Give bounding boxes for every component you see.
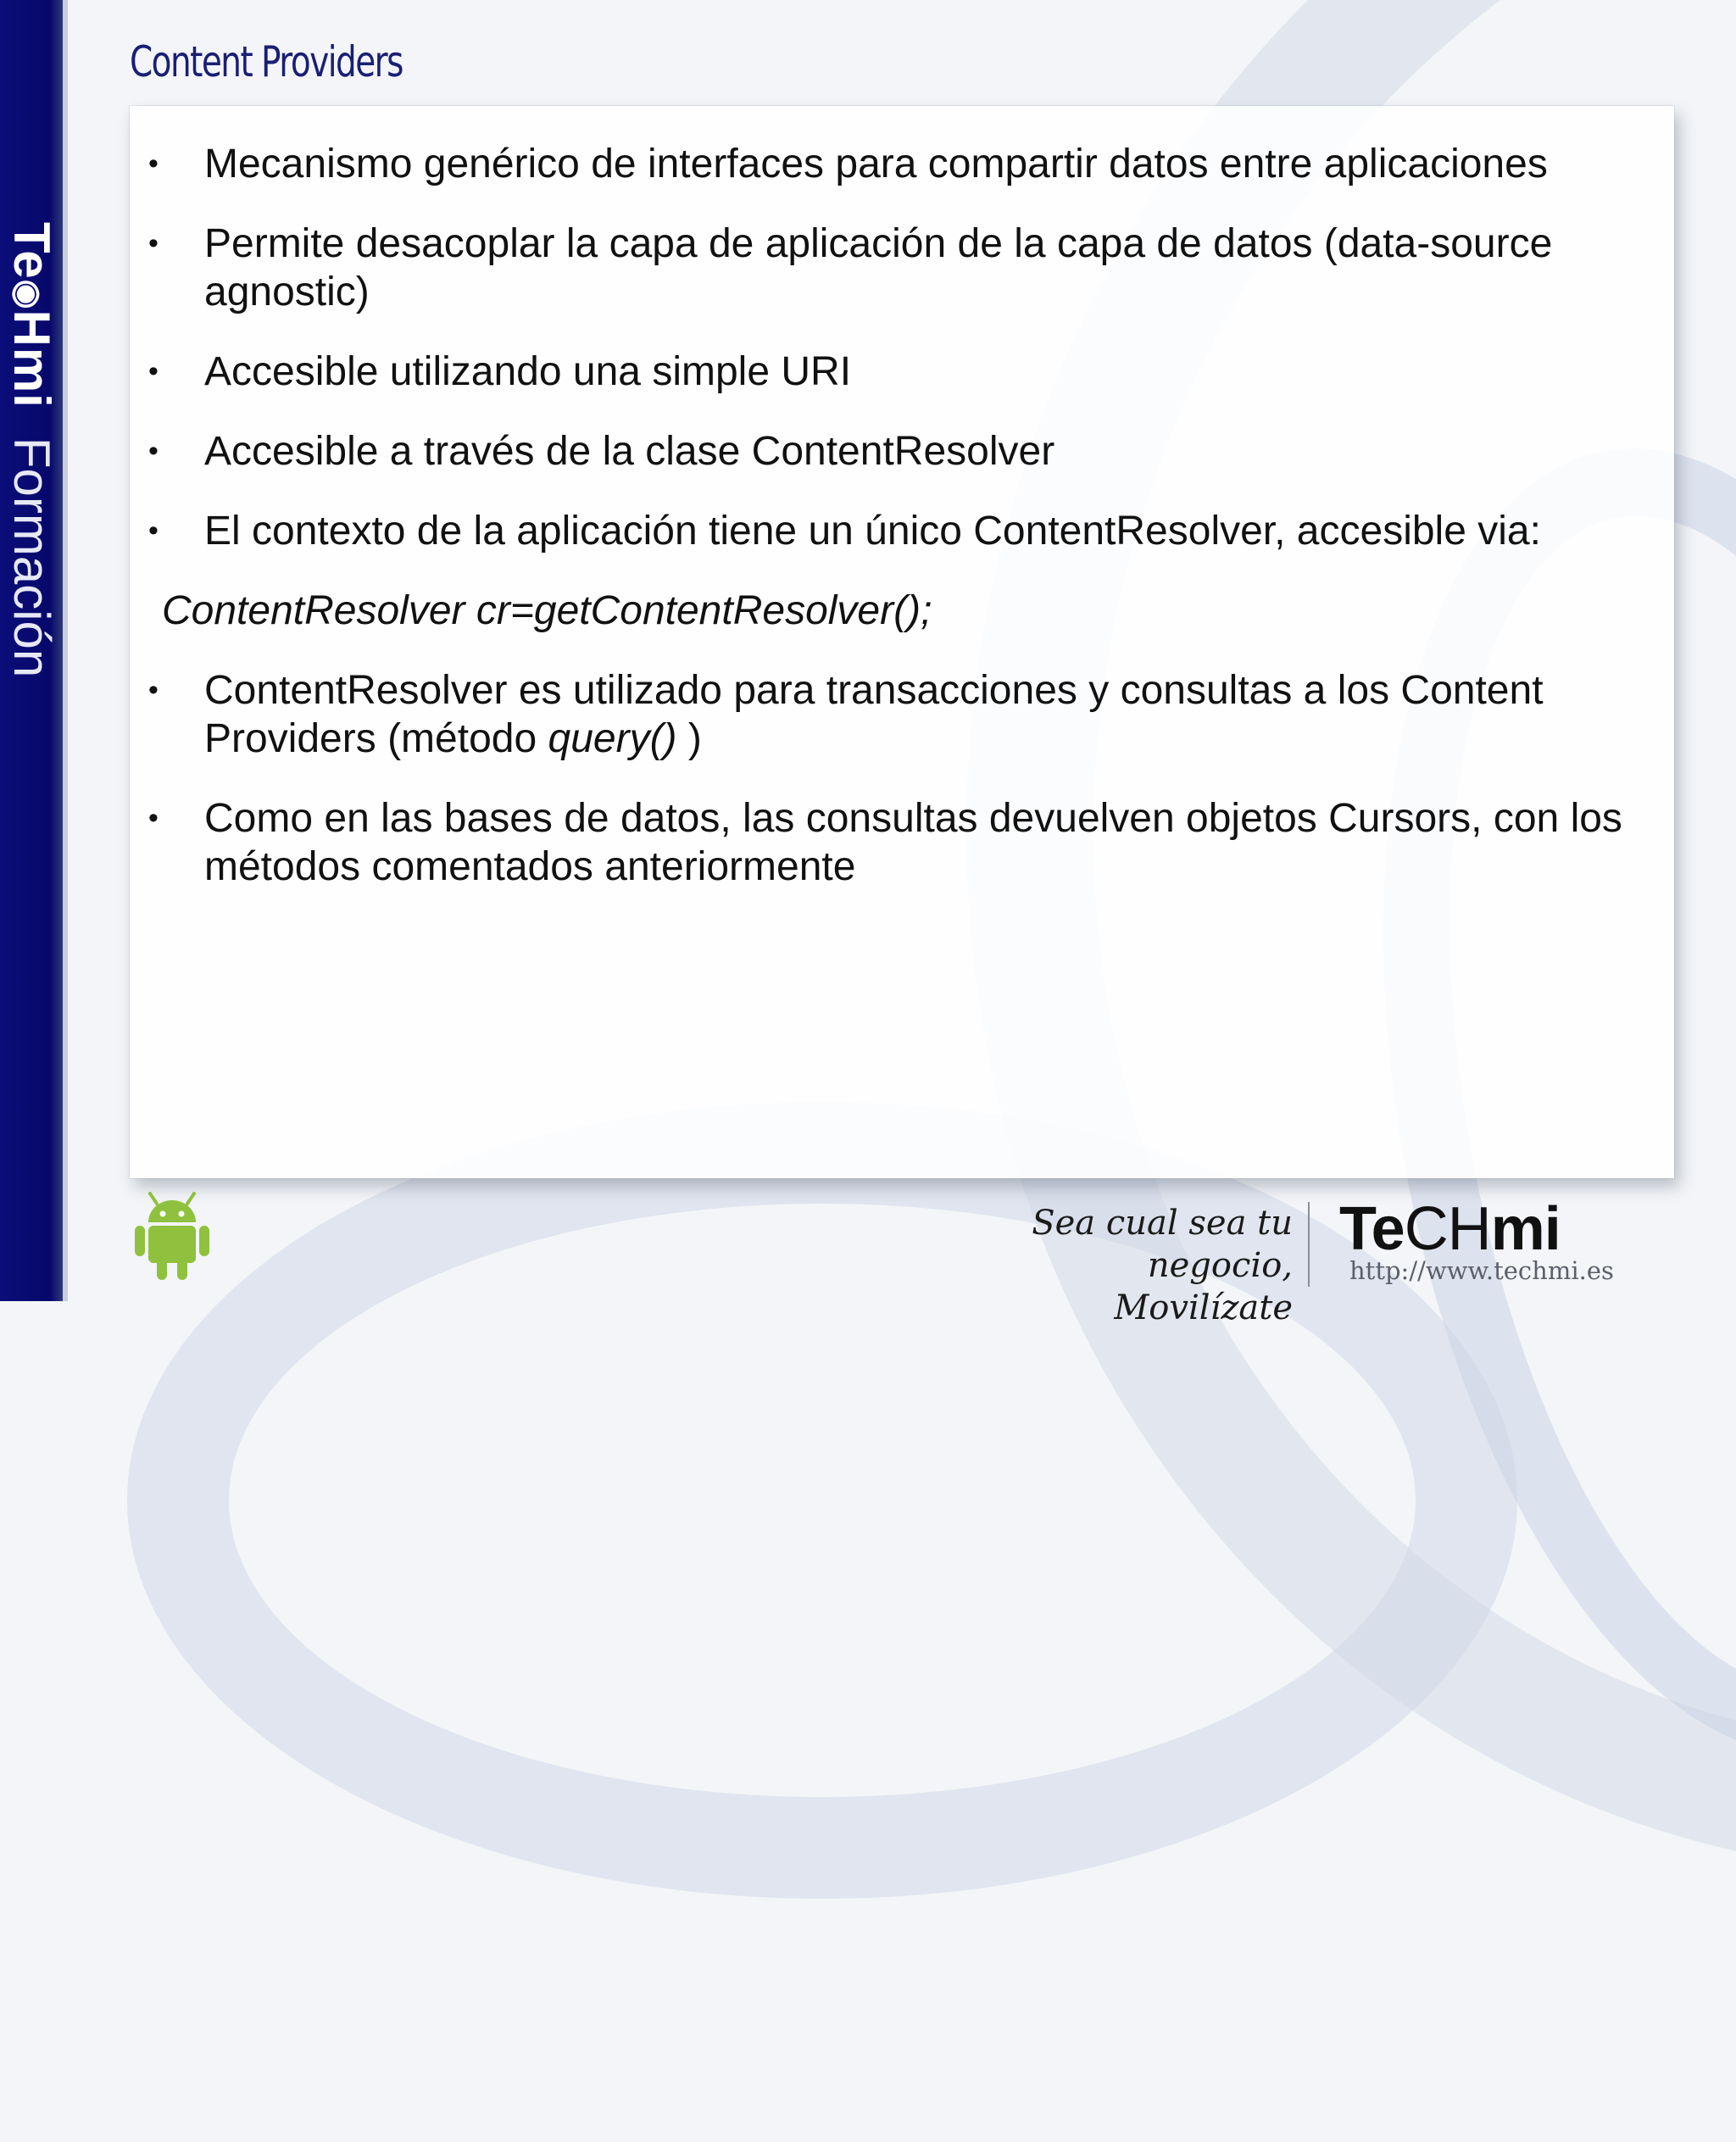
list-item	[130, 794, 1674, 891]
bullet-text: Mecanismo genérico de interfaces para compartir datos entre aplicaciones	[204, 142, 1548, 186]
sidebar-subtitle: Formación	[3, 437, 60, 678]
sidebar-brand-part1: Te	[3, 222, 60, 280]
list-item	[130, 140, 1674, 188]
android-icon	[131, 1188, 213, 1280]
footer-url: http://www.techmi.es	[1349, 1256, 1614, 1285]
footer-logo-part1: Te	[1339, 1195, 1405, 1263]
list-item	[130, 427, 1674, 476]
bullet-text: Accesible a través de la clase ContentResolver	[204, 429, 1055, 474]
bullet-icon: •	[148, 674, 159, 706]
sidebar-brand-text	[3, 222, 60, 678]
bullet-text: ContentResolver es utilizado para transacciones y consultas a los Content Providers (método	[204, 668, 1544, 761]
bullet-icon: •	[148, 227, 159, 259]
bullet-icon: •	[148, 435, 159, 467]
content-panel	[130, 106, 1674, 1178]
bullet-emphasis: query()	[548, 716, 677, 761]
list-item	[130, 666, 1674, 763]
slogan-line1: Sea cual sea tu negocio,	[1032, 1204, 1293, 1285]
bullet-text: Accesible utilizando una simple URI	[204, 349, 852, 394]
code-line: ContentResolver cr=getContentResolver();	[162, 588, 932, 633]
footer-logo-part3: mi	[1490, 1195, 1561, 1263]
bullet-text: Permite desacoplar la capa de aplicación de la capa de datos (data-source agnostic)	[204, 221, 1553, 314]
sidebar-banner	[0, 0, 68, 1301]
footer-divider	[1308, 1202, 1310, 1287]
footer-logo-part2: CH	[1404, 1195, 1491, 1263]
slogan-line2: Movilízate	[1114, 1288, 1293, 1327]
bullet-list	[130, 106, 1674, 891]
footer-logo	[1339, 1195, 1561, 1263]
bullet-text: Como en las bases de datos, las consultas devuelven objetos Cursors, con los métodos comentados anteriormente	[204, 796, 1622, 889]
list-item	[130, 220, 1674, 316]
slide-title: Content Providers	[130, 37, 403, 86]
sidebar-globe-icon: ◉	[8, 279, 47, 310]
list-item	[130, 348, 1674, 396]
bullet-icon: •	[148, 147, 159, 180]
sidebar-brand-part2: Hmi	[3, 309, 60, 409]
bullet-icon: •	[148, 515, 159, 547]
list-item	[130, 507, 1674, 555]
bullet-text-end: )	[676, 716, 702, 761]
bullet-icon: •	[148, 355, 159, 387]
bullet-text: El contexto de la aplicación tiene un único ContentResolver, accesible via:	[204, 509, 1541, 554]
sidebar-brand	[3, 222, 60, 409]
footer-slogan	[920, 1202, 1293, 1329]
bullet-icon: •	[148, 802, 159, 834]
